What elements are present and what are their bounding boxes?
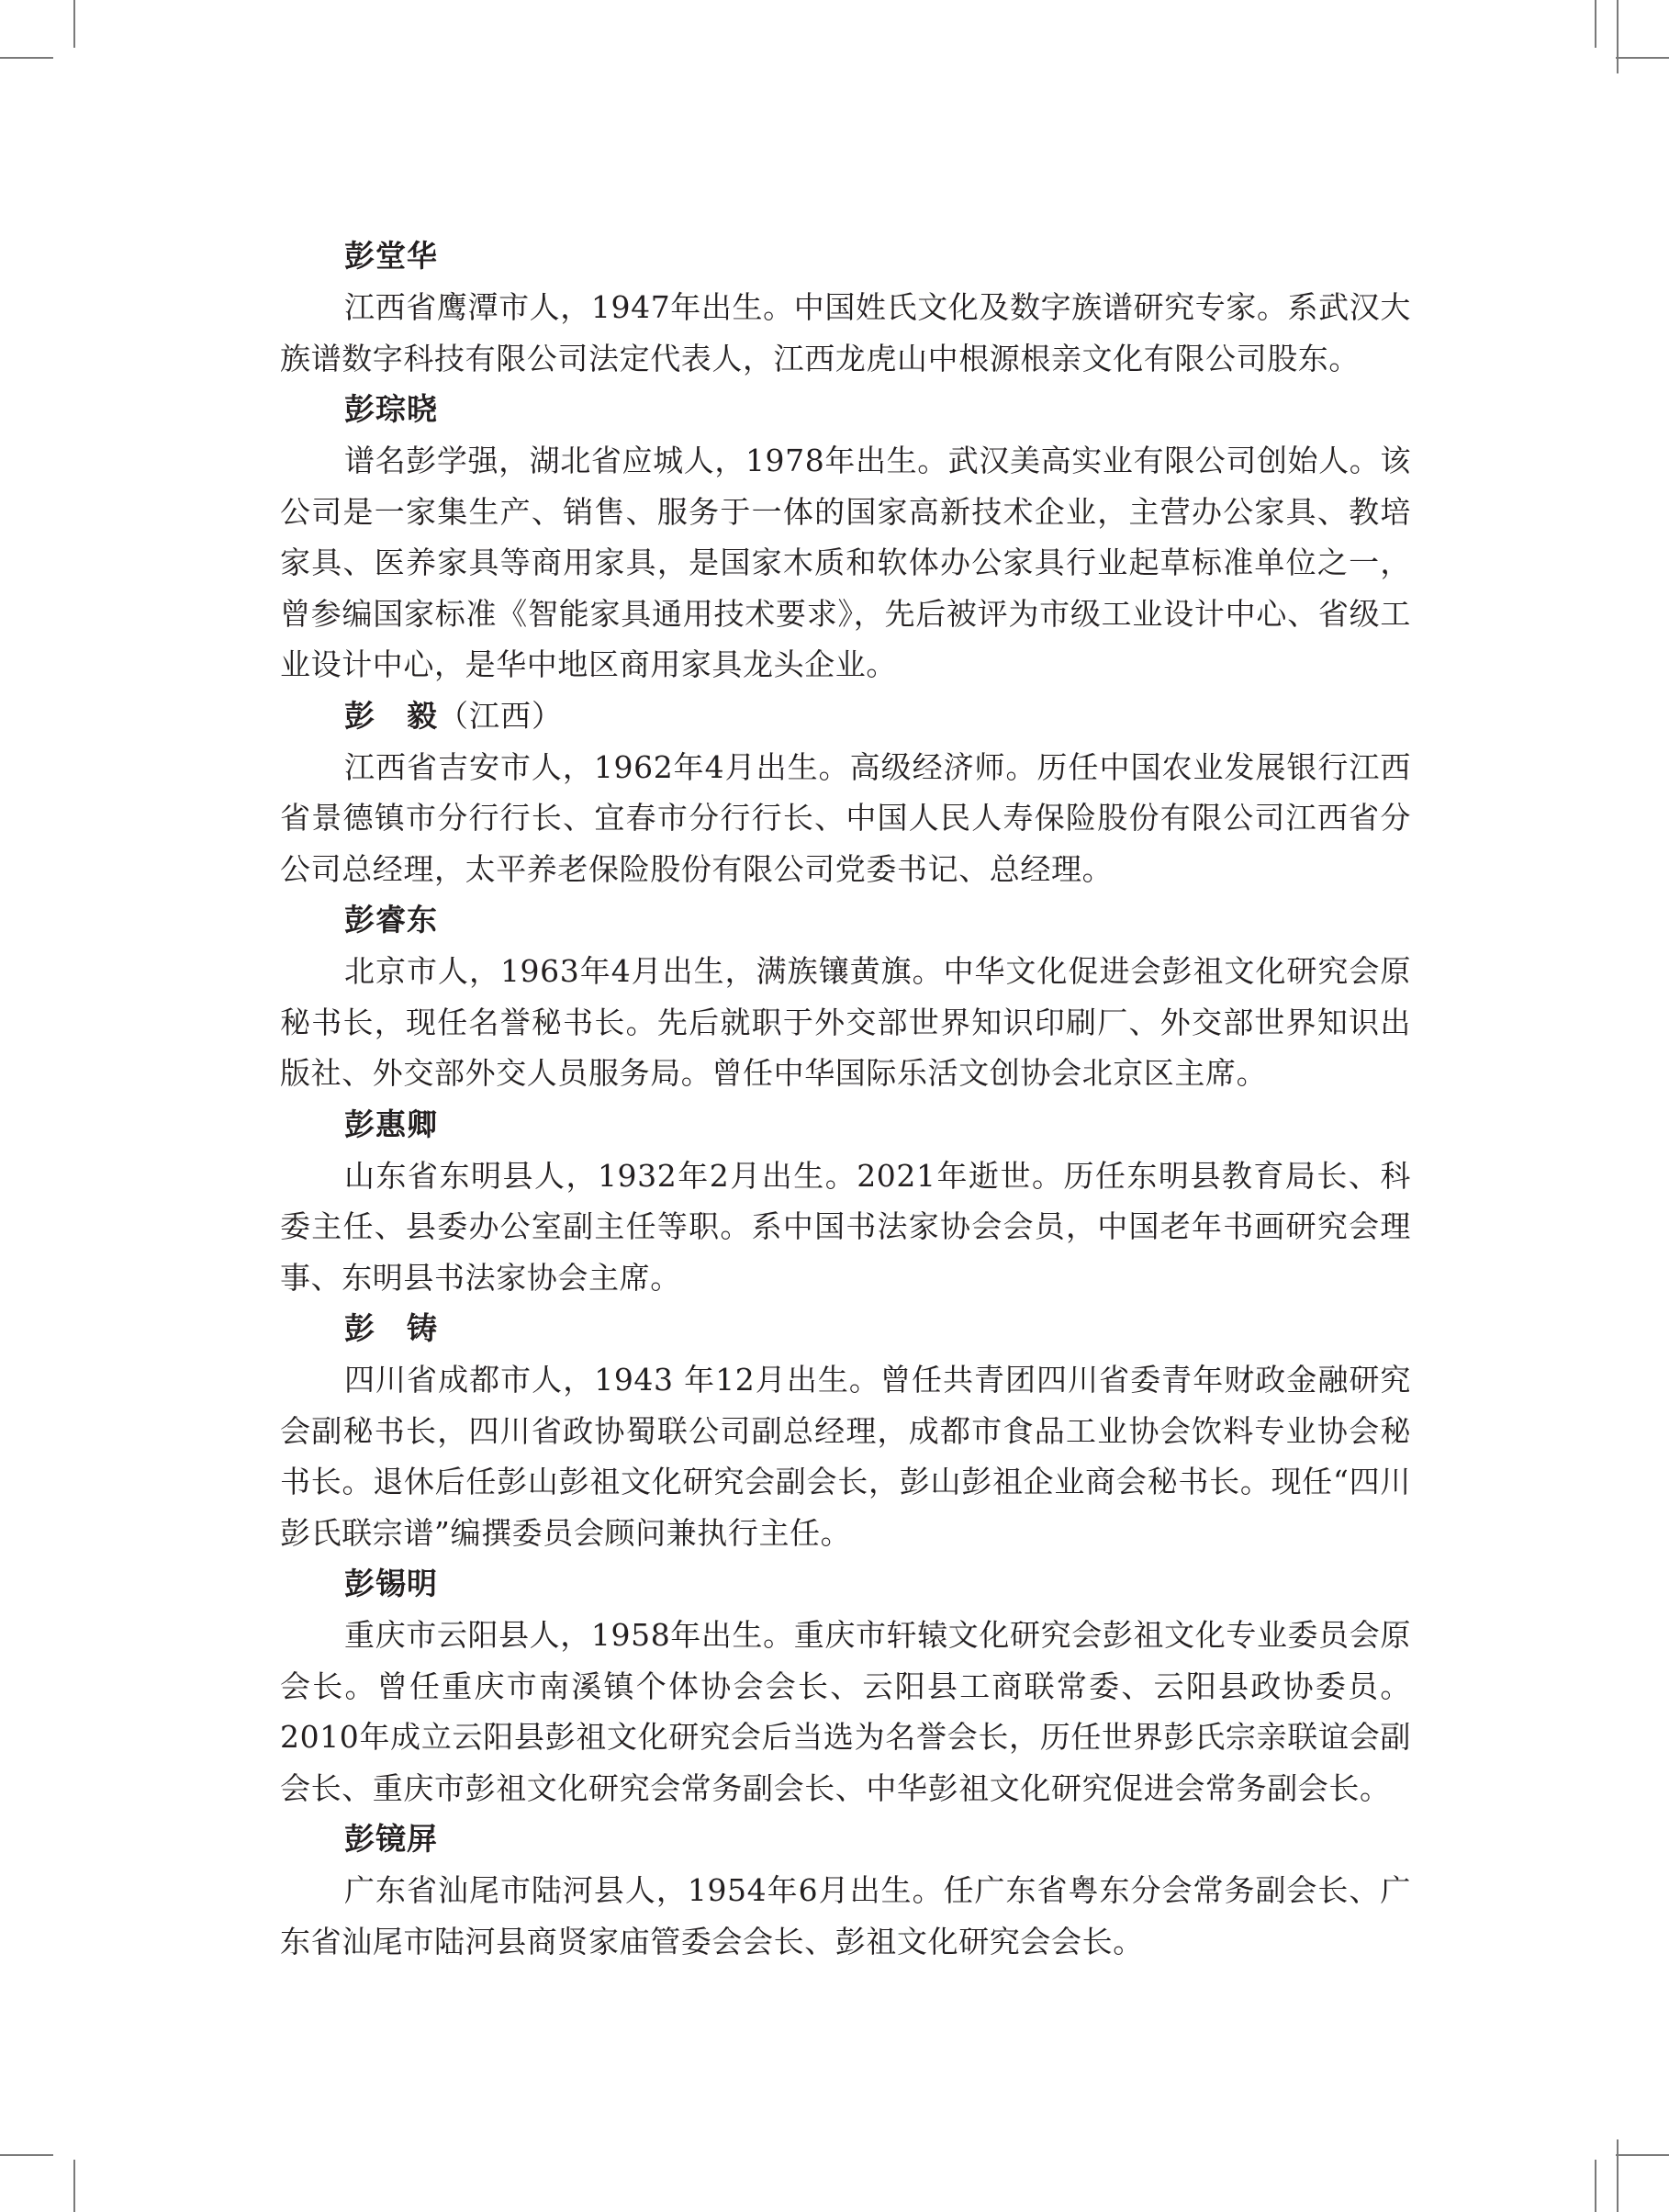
- person-name: 彭睿东: [344, 902, 438, 938]
- biography-entry: [280, 1813, 1411, 1967]
- biography-entry: [280, 1303, 1411, 1558]
- crop-mark-bottom-right-vertical: [1595, 2160, 1596, 2212]
- person-name: 彭堂华: [344, 238, 438, 274]
- person-name: 彭 铸: [344, 1310, 438, 1346]
- crop-mark-top-left-horizontal: [0, 57, 53, 59]
- person-bio: 广东省汕尾市陆河县人，1954年6月出生。任广东省粤东分会常务副会长、广东省汕尾市陆河县商贤家庙管委会会长、彭祖文化研究会会长。: [280, 1872, 1411, 1959]
- biography-entry: [280, 1099, 1411, 1304]
- crop-mark-bottom-left-horizontal: [0, 2154, 53, 2156]
- crop-mark-top-right-vertical: [1595, 0, 1596, 48]
- person-name: 彭惠卿: [344, 1106, 438, 1142]
- person-bio: 山东省东明县人，1932年2月出生。2021年逝世。历任东明县教育局长、科委主任、县委办公室副主任等职。系中国书法家协会会员，中国老年书画研究会理事、东明县书法家协会主席。: [280, 1157, 1411, 1296]
- crop-mark-bottom-right-horizontal: [1616, 2154, 1669, 2156]
- biography-entry: [280, 230, 1411, 384]
- person-name: 彭 毅（江西）: [344, 697, 563, 734]
- person-bio: 谱名彭学强，湖北省应城人，1978年出生。武汉美高实业有限公司创始人。该公司是一家集生产、销售、服务于一体的国家高新技术企业，主营办公家具、教培家具、医养家具等商用家具，是国家木质和软体办公家具行业起草标准单位之一，曾参编国家标准《智能家具通用技术要求》，先后被评为市级工业设计中心、省级工业设计中心，是华中地区商用家具龙头企业。: [280, 443, 1411, 682]
- person-name: 彭锡明: [344, 1566, 438, 1601]
- biography-entry: [280, 1558, 1411, 1813]
- crop-mark-bottom-right-outer-vertical: [1617, 2139, 1619, 2212]
- biography-list: [280, 230, 1411, 1967]
- crop-mark-top-right-outer-vertical: [1617, 0, 1619, 73]
- person-bio: 重庆市云阳县人，1958年出生。重庆市轩辕文化研究会彭祖文化专业委员会原会长。曾任重庆市南溪镇个体协会会长、云阳县工商联常委、云阳县政协委员。2010年成立云阳县彭祖文化研究会后当选为名誉会长，历任世界彭氏宗亲联谊会副会长、重庆市彭祖文化研究会常务副会长、中华彭祖文化研究促进会常务副会长。: [280, 1617, 1411, 1806]
- crop-mark-top-right-horizontal: [1616, 57, 1669, 59]
- person-name: 彭镜屏: [344, 1821, 438, 1857]
- person-bio: 北京市人，1963年4月出生，满族镶黄旗。中华文化促进会彭祖文化研究会原秘书长，现任名誉秘书长。先后就职于外交部世界知识印刷厂、外交部世界知识出版社、外交部外交人员服务局。曾任中华国际乐活文创协会北京区主席。: [280, 953, 1411, 1091]
- person-name: 彭琮晓: [344, 391, 438, 427]
- biography-entry: [280, 894, 1411, 1099]
- person-bio: 四川省成都市人，1943 年12月出生。曾任共青团四川省委青年财政金融研究会副秘书长，四川省政协蜀联公司副总经理，成都市食品工业协会饮料专业协会秘书长。退休后任彭山彭祖文化研究会副会长，彭山彭祖企业商会秘书长。现任“四川彭氏联宗谱”编撰委员会顾问兼执行主任。: [280, 1362, 1411, 1551]
- crop-mark-bottom-left-vertical: [73, 2160, 75, 2212]
- person-bio: 江西省吉安市人，1962年4月出生。高级经济师。历任中国农业发展银行江西省景德镇市分行行长、宜春市分行行长、中国人民人寿保险股份有限公司江西省分公司总经理，太平养老保险股份有限公司党委书记、总经理。: [280, 748, 1411, 887]
- name-note: （江西）: [438, 697, 563, 734]
- crop-mark-top-left-vertical: [73, 0, 75, 48]
- person-bio: 江西省鹰潭市人，1947年出生。中国姓氏文化及数字族谱研究专家。系武汉大族谱数字科技有限公司法定代表人，江西龙虎山中根源根亲文化有限公司股东。: [280, 289, 1411, 376]
- biography-entry: [280, 384, 1411, 691]
- biography-entry: [280, 691, 1411, 895]
